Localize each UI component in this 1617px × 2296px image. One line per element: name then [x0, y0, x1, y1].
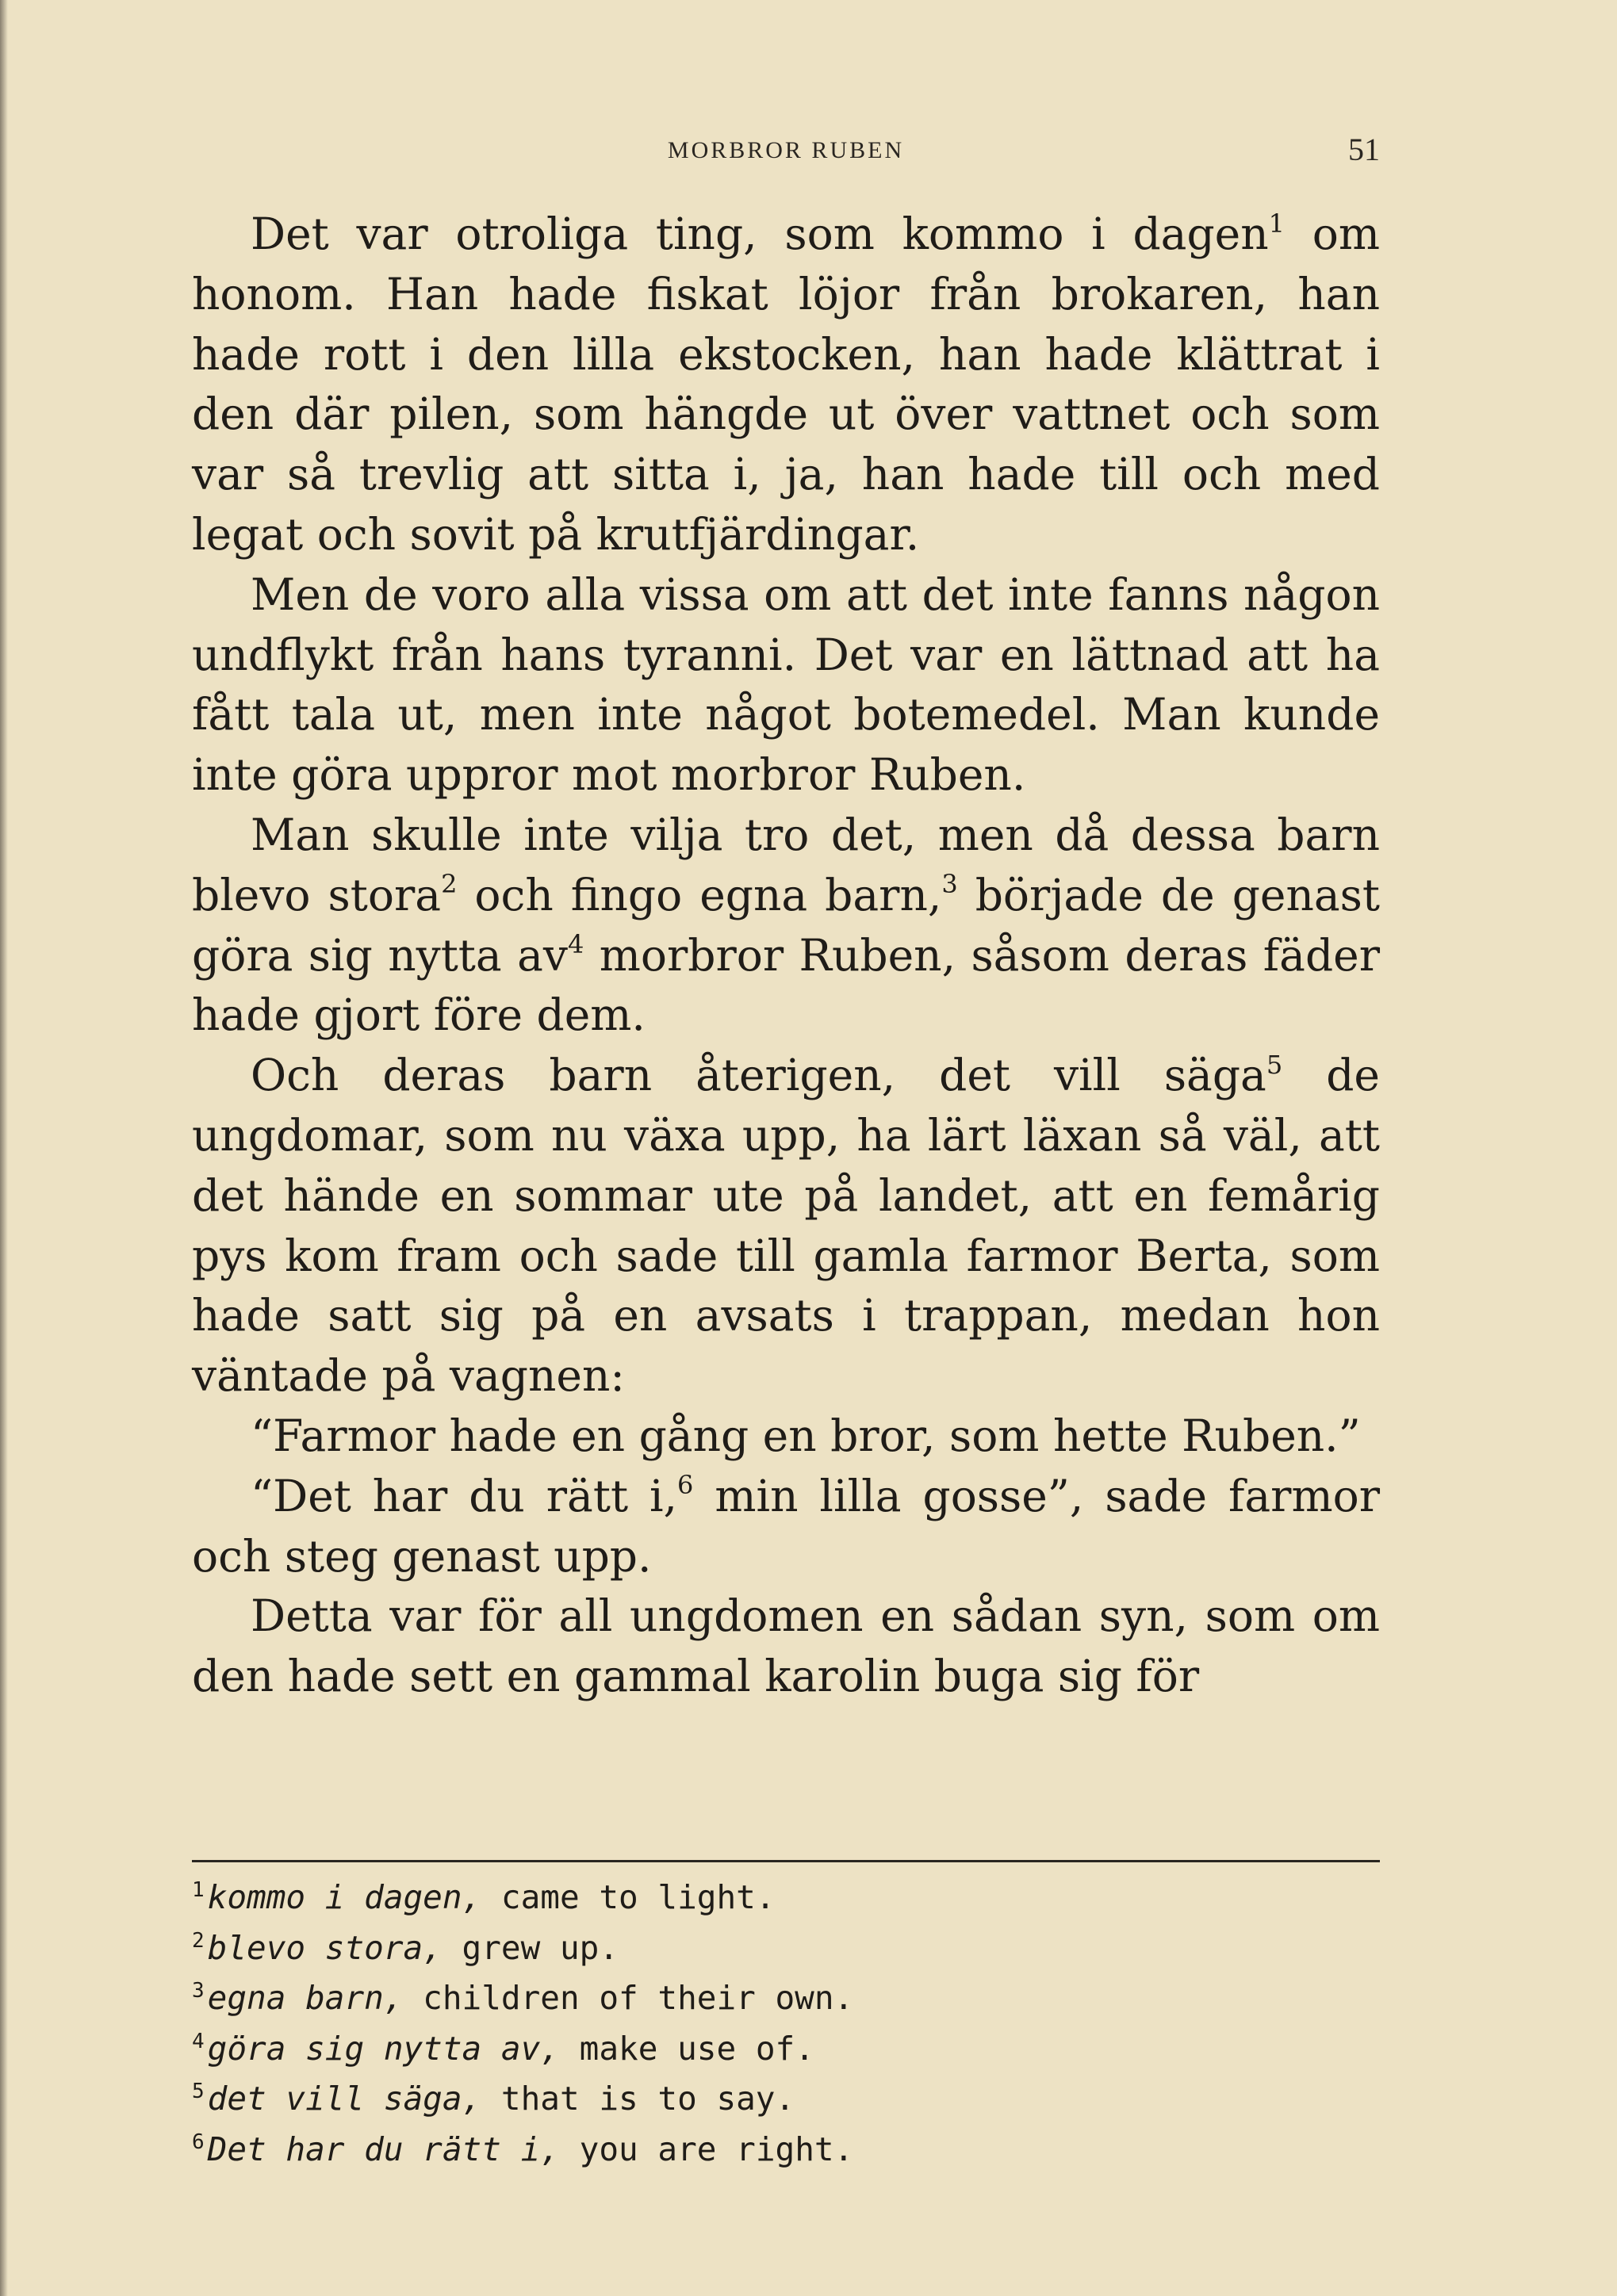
footnote-number: 5: [192, 2080, 205, 2104]
footnote-reference: 3: [941, 869, 958, 900]
page-number: 51: [1348, 132, 1380, 167]
paragraph-text: min lilla gosse”, sade farmor och steg genast upp.: [192, 1470, 1381, 1582]
paragraph: [192, 806, 1380, 1046]
footnote-gloss: make use of.: [559, 2029, 814, 2068]
paragraph: [192, 1586, 1380, 1707]
footnote-number: 1: [192, 1878, 205, 1903]
running-head: MORBROR RUBEN: [667, 137, 905, 163]
footnote-gloss: grew up.: [442, 1928, 619, 1967]
footnote-gloss: came to light.: [481, 1878, 776, 1916]
footnote-rule: [192, 1860, 1380, 1862]
footnote-gloss: children of their own.: [403, 1979, 854, 2017]
paragraph: [192, 1406, 1380, 1467]
footnote-gloss: that is to say.: [481, 2080, 795, 2118]
footnote-number: 6: [192, 2130, 205, 2154]
footnote: [192, 1873, 1380, 1923]
footnote-gloss: you are right.: [559, 2130, 854, 2168]
paragraph-text: Och deras barn återigen, det vill säga: [251, 1050, 1266, 1101]
paragraph-text: Man skulle inte vilja tro det, men då dessa barn blevo stora: [192, 809, 1380, 920]
paragraph: [192, 565, 1380, 806]
paragraph-text: Det var otroliga ting, som kommo i dagen: [251, 209, 1269, 259]
footnote-term: egna barn,: [207, 1979, 404, 2017]
footnote-number: 2: [192, 1928, 205, 1953]
footnote-reference: 4: [567, 929, 584, 960]
footnote-term: blevo stora,: [207, 1928, 443, 1967]
footnotes: [192, 1873, 1380, 2175]
footnote: [192, 2074, 1380, 2125]
footnote-reference: 5: [1266, 1049, 1283, 1080]
paragraph-text: och fingo egna barn,: [457, 869, 942, 920]
paragraph: [192, 205, 1380, 565]
footnote: [192, 2024, 1380, 2075]
footnote: [192, 2125, 1380, 2175]
page-edge-shadow: [0, 0, 8, 2296]
footnote-reference: 6: [677, 1470, 694, 1501]
paragraph-text: om honom. Han hade fiskat löjor från brokaren, han hade rott i den lilla ekstocken, han hade klättrat i den där pilen, som hängde ut över vattnet och som var så trevlig att sitta i, ja, han hade till och med legat och sovit på krutfjärdingar.: [192, 209, 1380, 560]
paragraph-text: de ungdomar, som nu växa upp, ha lärt läxan så väl, att det hände en sommar ute på landet, att en femårig pys kom fram och sade till gamla farmor Berta, som hade satt sig på en avsats i trappan, medan hon väntade på vagnen:: [192, 1050, 1380, 1402]
paragraph-text: “Det har du rätt i,: [251, 1470, 678, 1521]
footnote-number: 4: [192, 2029, 205, 2053]
footnote-number: 3: [192, 1979, 205, 2003]
footnote-term: kommo i dagen,: [207, 1878, 482, 1916]
paragraph-text: “Farmor hade en gång en bror, som hette Ruben.”: [251, 1410, 1361, 1461]
paragraph-text: morbror Ruben, såsom deras fäder hade gjort före dem.: [192, 929, 1380, 1041]
footnote: [192, 1923, 1380, 1974]
page-header: [192, 131, 1380, 170]
footnote-reference: 2: [441, 869, 458, 900]
footnote: [192, 1973, 1380, 2024]
footnote-term: det vill säga,: [207, 2080, 482, 2118]
paragraph-text: Detta var för all ungdomen en sådan syn, som om den hade sett en gammal karolin buga sig för: [192, 1590, 1380, 1702]
body-text: [192, 205, 1380, 1707]
footnote-reference: 1: [1268, 208, 1286, 239]
paragraph: [192, 1046, 1380, 1406]
paragraph: [192, 1467, 1380, 1587]
paragraph-text: Men de voro alla vissa om att det inte fanns någon undflykt från hans tyranni. Det var en lättnad att ha fått tala ut, men inte något botemedel. Man kunde inte göra uppror mot morbror Ruben.: [192, 568, 1380, 801]
paragraph-text: började de genast göra sig nytta av: [192, 869, 1380, 981]
footnote-term: göra sig nytta av,: [207, 2029, 560, 2068]
footnote-term: Det har du rätt i,: [207, 2130, 560, 2168]
